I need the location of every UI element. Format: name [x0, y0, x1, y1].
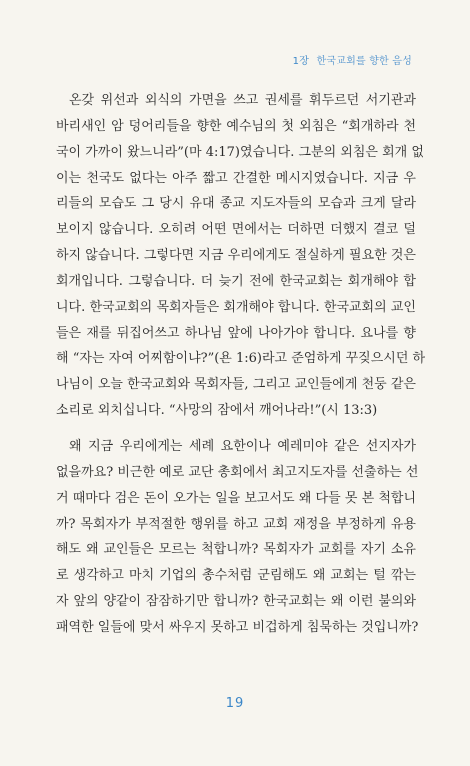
text-line: 해도 왜 교인들은 모르는 척합니까? 목회자가 교회를 자기 소유	[56, 542, 416, 558]
text-line: 소리로 외치십니다. “사망의 잠에서 깨어나라!”(시 13:3)	[56, 403, 378, 419]
text-line: 온갖 위선과 외식의 가면을 쓰고 권세를 휘두르던 서기관과	[69, 93, 416, 108]
text-line: 거 때마다 검은 돈이 오가는 일을 보고서도 왜 다들 못 본 척합니	[56, 490, 416, 506]
text-line: 들은 재를 뒤집어쓰고 하나님 앞에 나아가야 합니다. 요나를 향	[56, 325, 416, 341]
running-head	[293, 52, 412, 67]
text-line: 왜 지금 우리에게는 세례 요한이나 예레미야 같은 선지자가	[69, 438, 416, 454]
text-line: 국이 가까이 왔느니라”(마 4:17)였습니다. 그분의 외침은 회개 없	[56, 144, 424, 160]
text-line: 이는 천국도 없다는 아주 짧고 간결한 메시지였습니다. 지금 우	[56, 170, 416, 186]
body-text	[56, 88, 426, 641]
running-head-title: 한국교회를 향한 음성	[316, 56, 412, 67]
running-head-chapter: 1장	[292, 56, 310, 67]
text-line: 하지 않습니다. 그렇다면 지금 우리에게도 절실하게 필요한 것은	[56, 248, 416, 264]
text-line: 보이지 않습니다. 오히려 어떤 면에서는 더하면 더했지 결코 덜	[56, 222, 416, 238]
text-line: 없을까요? 비근한 예로 교단 총회에서 최고지도자를 선출하는 선	[56, 464, 419, 480]
text-line: 니다. 한국교회의 목회자들은 회개해야 합니다. 한국교회의 교인	[56, 299, 416, 315]
text-line: 해 “자는 자여 어찌함이냐?”(욘 1:6)라고 준엄하게 꾸짖으시던 하	[56, 351, 426, 367]
paragraph-gap	[56, 424, 416, 434]
page-number: 19	[225, 696, 245, 711]
paragraph-2	[56, 434, 419, 641]
text-line: 나님이 오늘 한국교회와 목회자들, 그리고 교인들에게 천둥 같은	[56, 377, 416, 393]
text-line: 리들의 모습도 그 당시 유대 종교 지도자들의 모습과 크게 달라	[56, 196, 416, 212]
text-line: 까? 목회자가 부적절한 행위를 하고 교회 재정을 부정하게 유용	[56, 516, 416, 532]
text-line: 로 생각하고 마치 기업의 총수처럼 군림해도 왜 교회는 털 깎는	[56, 568, 416, 584]
text-line: 회개입니다. 그렇습니다. 더 늦기 전에 한국교회는 회개해야 합	[56, 273, 416, 289]
text-line: 패역한 일들에 맞서 싸우지 못하고 비겁하게 침묵하는 것입니까?	[56, 619, 419, 635]
text-line: 바리새인 암 덩어리들을 향한 예수님의 첫 외침은 “회개하라 천	[56, 118, 416, 134]
paragraph-1	[56, 88, 426, 424]
text-line: 자 앞의 양같이 잠잠하기만 합니까? 한국교회는 왜 이런 불의와	[56, 594, 416, 610]
